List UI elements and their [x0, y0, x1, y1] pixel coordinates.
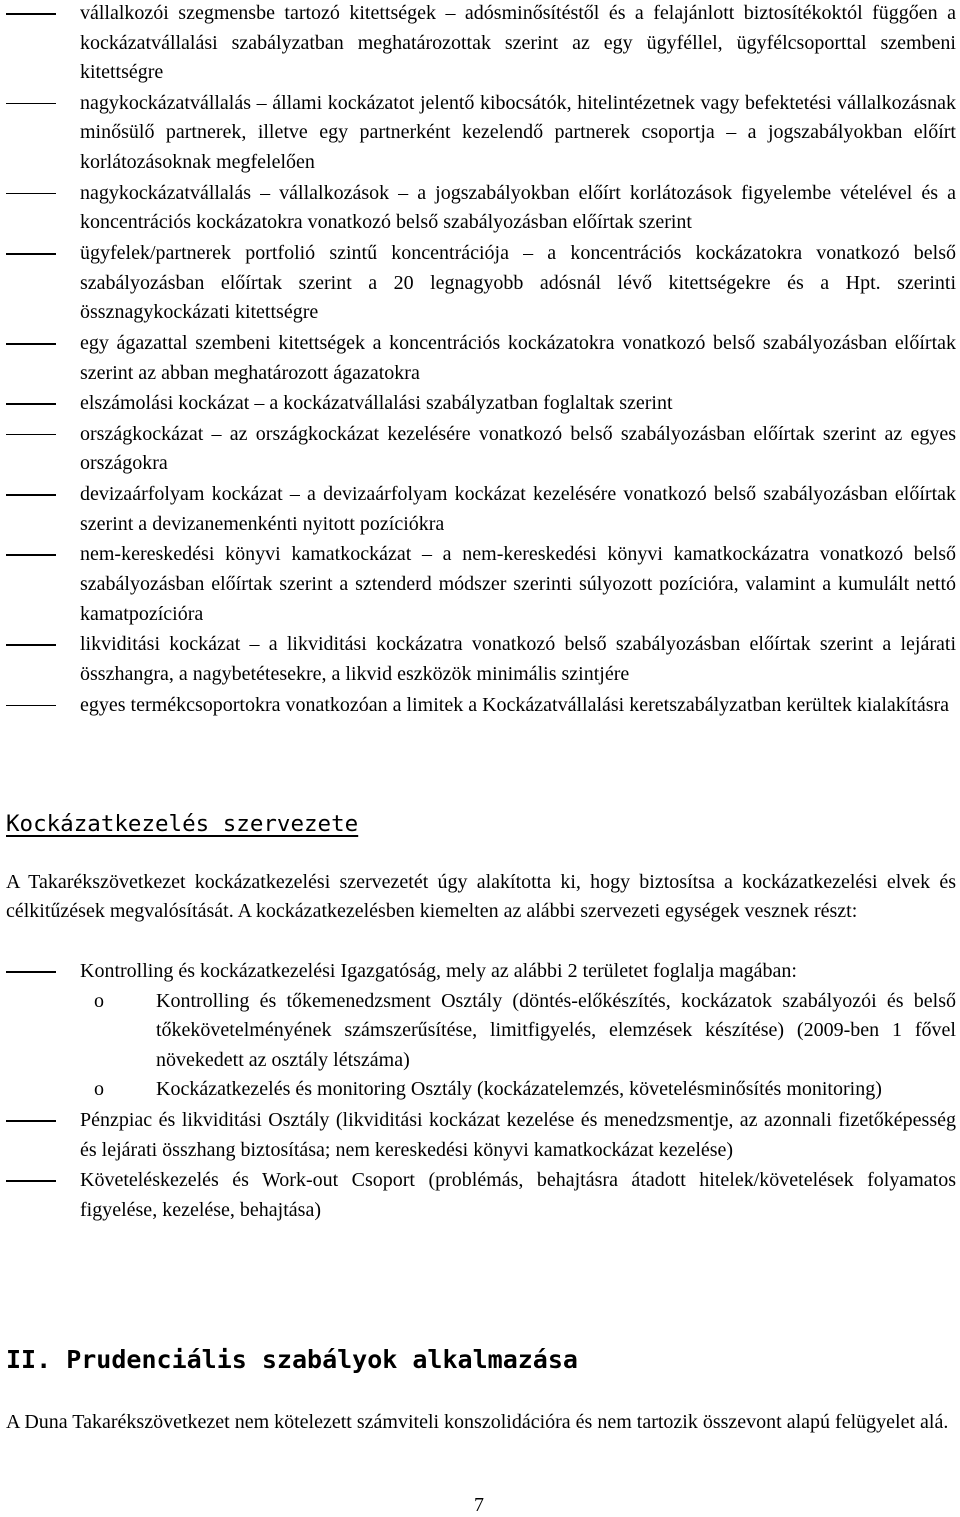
section-heading-organization: Kockázatkezelés szervezete: [6, 811, 359, 837]
sub-list-item: [6, 987, 956, 1076]
section-heading-prudential: II. Prudenciális szabályok alkalmazása: [6, 1345, 578, 1374]
dash-bullet: [6, 434, 56, 436]
list-item-text: Kontrolling és kockázatkezelési Igazgatóság, mely az alábbi 2 területet foglalja magában:: [80, 960, 797, 982]
dash-bullet: [6, 193, 56, 195]
list-item-text: nagykockázatvállalás – vállalkozások – a jogszabályokban előírt korlátozások figyelembe vételével és a koncentrációs kockázatokra vonatkozó belső szabályozásban előírtak szerint: [80, 181, 956, 234]
list-item: [6, 89, 956, 178]
list-item: [6, 179, 956, 238]
dash-bullet: [6, 1120, 56, 1122]
risk-limit-list: [6, 0, 956, 720]
circle-bullet: o: [94, 989, 104, 1012]
list-item-text: ügyfelek/partnerek portfolió szintű koncentrációja – a koncentrációs kockázatokra vonatkozó belső szabályozásban előírtak szerint a 20 legnagyobb adósnál lévő kitettségekre és a Hpt. szerinti össznagykockázati kitettségre: [80, 242, 956, 324]
list-item: [6, 630, 956, 689]
list-item-text: vállalkozói szegmensbe tartozó kitettségek – adósminősítéstől és a felajánlott biztosítékoktól függően a kockázatvállalási szabályzatban meghatározottak szerint az egy ügyféllel, ügyfélcsoporttal szembeni kitettségre: [80, 2, 956, 84]
dash-bullet: [6, 971, 56, 973]
dash-bullet: [6, 13, 56, 15]
list-item-text: egyes termékcsoportokra vonatkozóan a limitek a Kockázatvállalási keretszabályzatban kerültek kialakításra: [80, 693, 950, 716]
list-item: [6, 957, 956, 1105]
list-item-text: Pénzpiac és likviditási Osztály (likviditási kockázat kezelése és menedzsmentje, az azonnali fizetőképesség és lejárati összhang biztosítása; nem kereskedési könyvi kamatkockázat kezelése): [80, 1109, 956, 1161]
dash-bullet: [6, 343, 56, 345]
list-item-text: egy ágazattal szembeni kitettségek a koncentrációs kockázatokra vonatkozó belső szabályozásban előírtak szerint az abban meghatározott ágazatokra: [80, 331, 956, 384]
list-item-text: elszámolási kockázat – a kockázatvállalási szabályzatban foglaltak szerint: [80, 392, 673, 415]
dash-bullet: [6, 103, 56, 105]
list-item-text: devizaárfolyam kockázat – a devizaárfolyam kockázat kezelésére vonatkozó belső szabályozásban előírtak szerint a devizanemenkénti nyitott pozíciókra: [80, 483, 956, 535]
list-item: [6, 239, 956, 328]
list-item-text: nem-kereskedési könyvi kamatkockázat – a nem-kereskedési könyvi kamatkockázatra vonatkozó belső szabályozásban előírtak szerint a sztenderd módszer szerinti súlyozott pozícióra, valamint a kumulált nettó kamatpozícióra: [80, 543, 956, 625]
list-item: [6, 329, 956, 388]
list-item: [6, 540, 956, 629]
list-item-text: nagykockázatvállalás – állami kockázatot jelentő kibocsátók, hitelintézetnek vagy befektetési vállalkozásnak minősülő partnerek, illetve egy partnerként kezelendő partnerek csoportja – a jogszabályokban előírt korlátozásoknak megfelelően: [80, 91, 956, 174]
dash-bullet: [6, 494, 56, 496]
sub-list-item-text: Kontrolling és tőkemenedzsment Osztály (döntés-előkészítés, kockázatok szabályozói és belső tőkekövetelményének számszerűsítése, limitfigyelés, elemzések készítése) (2009-ben 1 fővel növekedett az osztály létszáma): [156, 989, 956, 1071]
page-number: 7: [474, 1494, 484, 1516]
list-item-text: Követeléskezelés és Work-out Csoport (problémás, behajtásra átadott hitelek/követelések folyamatos figyelése, kezelése, behajtása): [80, 1169, 956, 1221]
list-item: [6, 1106, 956, 1165]
list-item-text: országkockázat – az országkockázat kezelésére vonatkozó belső szabályozásban előírtak szerint az egyes országokra: [80, 422, 956, 475]
prudential-paragraph: A Duna Takarékszövetkezet nem kötelezett számviteli konszolidációra és nem tartozik összevont alapú felügyelet alá.: [6, 1411, 949, 1433]
dash-bullet: [6, 253, 56, 255]
dash-bullet: [6, 403, 56, 405]
list-item: [6, 691, 956, 721]
list-item: [6, 420, 956, 479]
dash-bullet: [6, 554, 56, 556]
list-item: [6, 1166, 956, 1225]
list-item-text: likviditási kockázat – a likviditási kockázatra vonatkozó belső szabályozásban előírtak szerint a lejárati összhangra, a nagybetétesekre, a likvid eszközök minimális szintjére: [80, 633, 956, 685]
list-item: [6, 0, 956, 88]
sub-list-item: [6, 1075, 956, 1105]
org-intro-paragraph: A Takarékszövetkezet kockázatkezelési szervezetét úgy alakította ki, hogy biztosítsa a kockázatkezelési elvek és célkitűzések megvalósítását. A kockázatkezelésben kiemelten az alábbi szervezeti egységek vesznek részt:: [6, 871, 956, 922]
org-units-list: [6, 957, 956, 1226]
circle-bullet: o: [94, 1078, 104, 1101]
dash-bullet: [6, 705, 56, 707]
list-item: [6, 480, 956, 539]
sub-list-item-text: Kockázatkezelés és monitoring Osztály (kockázatelemzés, követelésminősítés monitoring): [156, 1078, 882, 1101]
list-item: [6, 389, 956, 419]
dash-bullet: [6, 1180, 56, 1182]
dash-bullet: [6, 644, 56, 646]
